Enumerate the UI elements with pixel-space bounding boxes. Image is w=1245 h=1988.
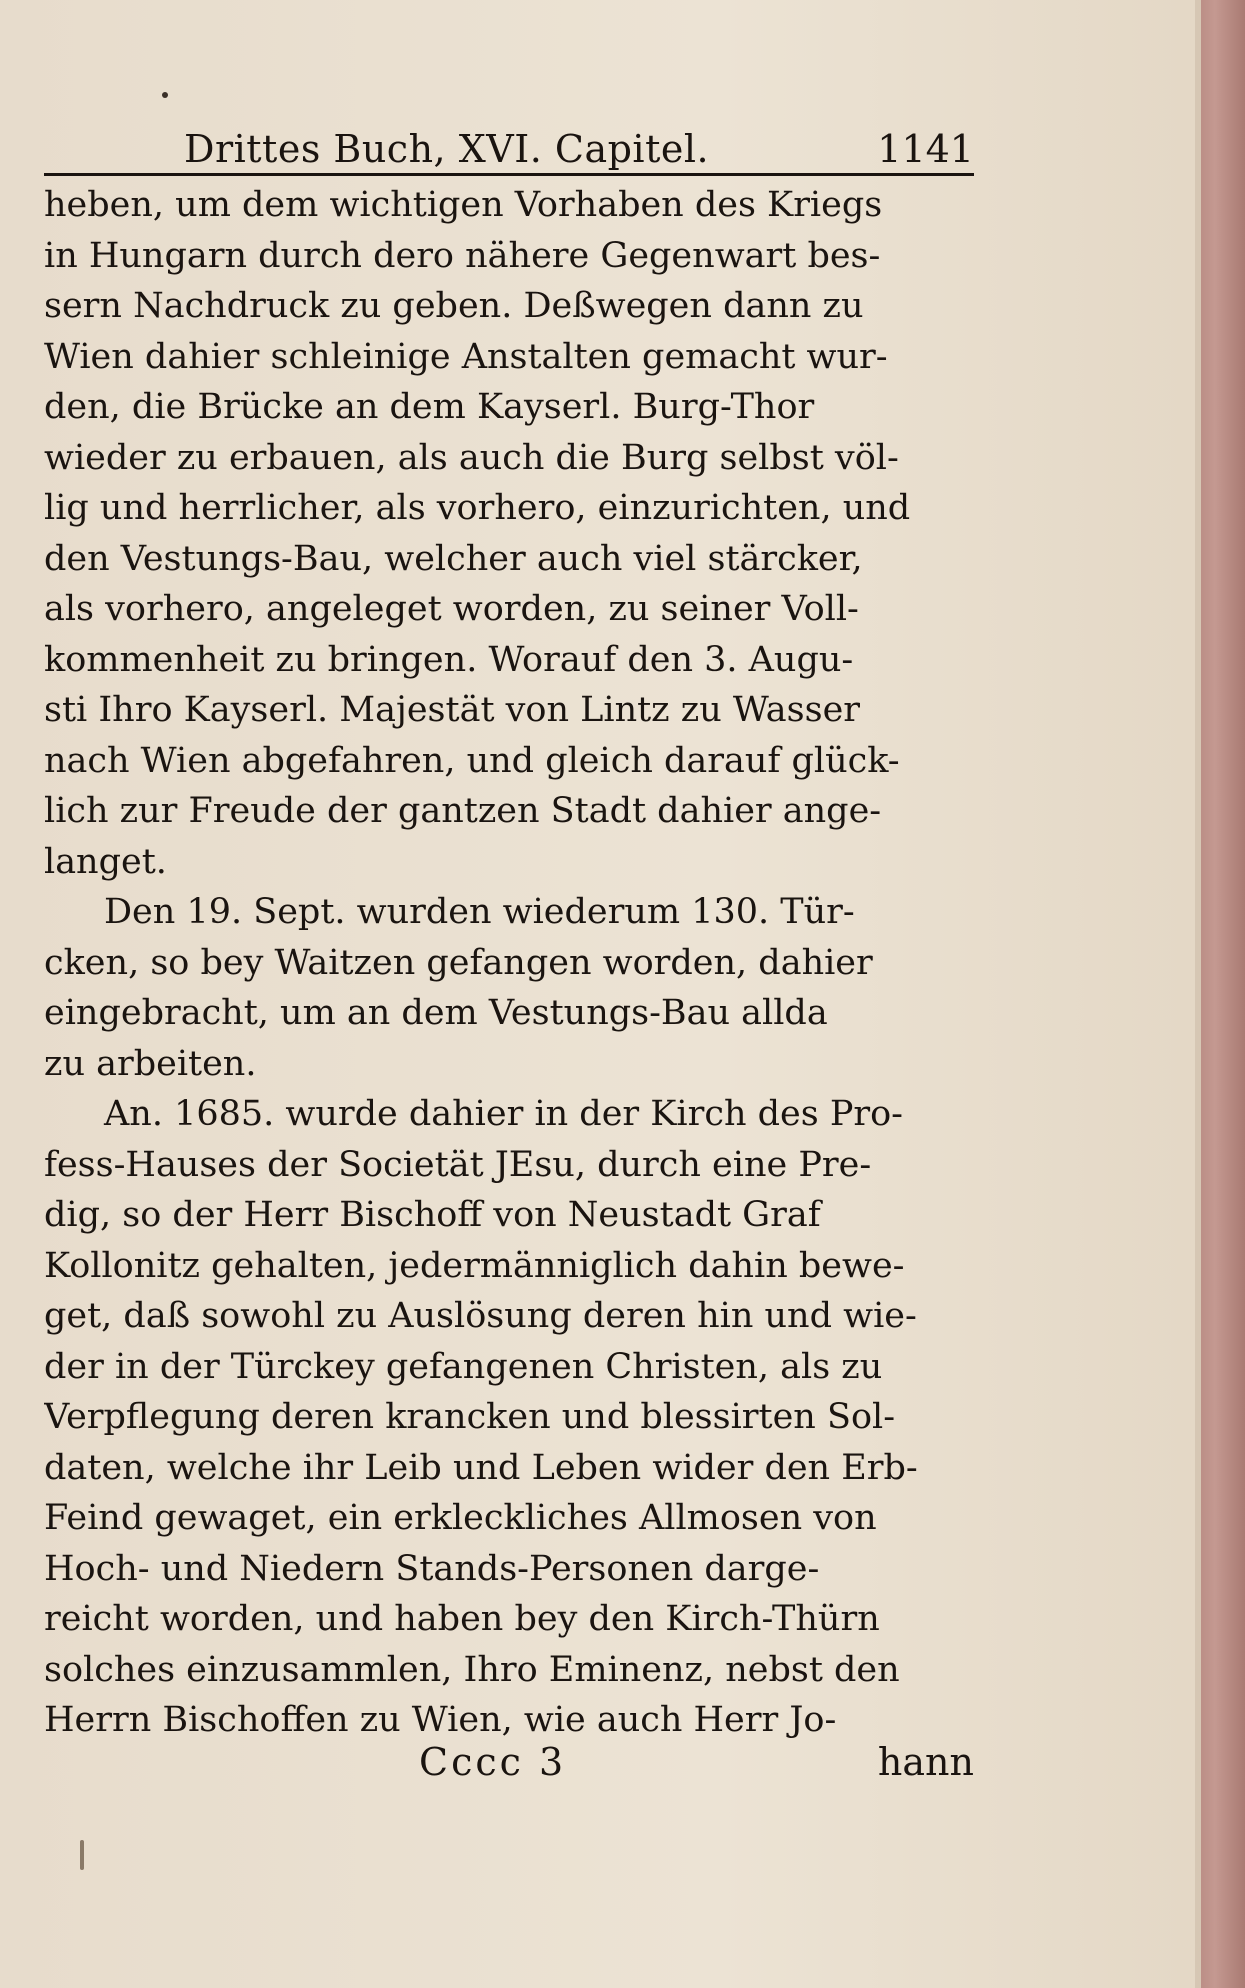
text-line: Hoch- und Niedern Stands-Personen darge-: [44, 1548, 820, 1589]
text-line: Den 19. Sept. wurden wiederum 130. Tür-: [104, 892, 855, 932]
text-line: sti Ihro Kayserl. Majestät von Lintz zu Wasser: [44, 690, 861, 730]
text-line: cken, so bey Waitzen gefangen worden, dahier: [44, 942, 873, 983]
text-line: Verpflegung deren krancken und blessirten Sol-: [44, 1397, 896, 1437]
text-line: zu arbeiten.: [44, 1043, 257, 1084]
ink-speck: [162, 92, 168, 98]
text-line: langet.: [44, 841, 167, 882]
text-line: eingebracht, um an dem Vestungs-Bau allda: [44, 993, 828, 1033]
text-line: lich zur Freude der gantzen Stadt dahier ange-: [44, 791, 882, 831]
text-line: fess-Hauses der Societät JEsu, durch eine Pre-: [44, 1144, 872, 1185]
text-line: den, die Brücke an dem Kayserl. Burg-Thor: [44, 387, 815, 427]
text-line: Wien dahier schleinige Anstalten gemacht wur-: [44, 336, 888, 377]
text-line: sern Nachdruck zu geben. Deßwegen dann zu: [44, 286, 864, 326]
text-line: Kollonitz gehalten, jedermänniglich dahin bewe-: [44, 1245, 905, 1286]
page-footer: [44, 1740, 974, 1790]
text-line: get, daß sowohl zu Auslösung deren hin und wie-: [44, 1296, 917, 1336]
text-line: heben, um dem wichtigen Vorhaben des Kriegs: [44, 185, 883, 225]
header-title: Drittes Buch, XVI. Capitel.: [184, 127, 710, 171]
text-line: solches einzusammlen, Ihro Eminenz, nebst den: [44, 1649, 900, 1690]
text-line: kommenheit zu bringen. Worauf den 3. Augu-: [44, 639, 854, 680]
page-number: 1141: [877, 127, 974, 171]
text-line: der in der Türckey gefangenen Christen, als zu: [44, 1346, 883, 1387]
running-header: [44, 127, 974, 177]
header-rule: [44, 173, 974, 176]
text-line: Herrn Bischoffen zu Wien, wie auch Herr Jo-: [44, 1700, 837, 1740]
text-line: in Hungarn durch dero nähere Gegenwart bes-: [44, 235, 881, 276]
text-line: den Vestungs-Bau, welcher auch viel stärcker,: [44, 538, 863, 579]
text-line: nach Wien abgefahren, und gleich darauf glück-: [44, 740, 900, 781]
text-line: An. 1685. wurde dahier in der Kirch des Pro-: [104, 1094, 904, 1134]
text-line: Feind gewaget, ein erkleckliches Allmosen von: [44, 1498, 877, 1538]
catchword: hann: [877, 1740, 974, 1784]
body-text: [44, 180, 974, 1746]
text-line: lig und herrlicher, als vorhero, einzurichten, und: [44, 488, 911, 528]
signature-mark: Cccc 3: [419, 1740, 567, 1784]
page-smudge: [80, 1840, 84, 1870]
text-line: dig, so der Herr Bischoff von Neustadt Graf: [44, 1195, 821, 1235]
text-line: daten, welche ihr Leib und Leben wider den Erb-: [44, 1447, 918, 1488]
text-line: als vorhero, angeleget worden, zu seiner Voll-: [44, 589, 859, 629]
text-line: wieder zu erbauen, als auch die Burg selbst völ-: [44, 437, 899, 478]
text-line: reicht worden, und haben bey den Kirch-Thürn: [44, 1599, 880, 1639]
page-edge: [1195, 0, 1245, 1988]
